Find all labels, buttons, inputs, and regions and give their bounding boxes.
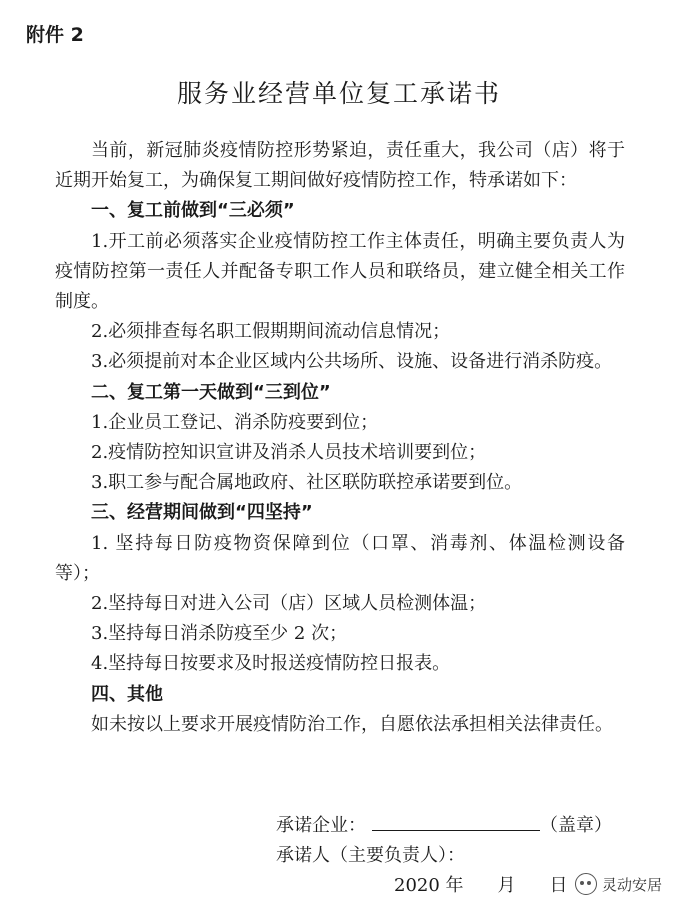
date-month: 月	[497, 875, 516, 896]
section-1-item-3: 3.必须提前对本企业区域内公共场所、设施、设备进行消杀防疫。	[91, 351, 613, 373]
signature-block	[276, 811, 616, 901]
section-1-item-2: 2.必须排查每名职工假期期间流动信息情况；	[91, 321, 451, 343]
section-2-item-3: 3.职工参与配合属地政府、社区联防联控承诺要到位。	[91, 472, 523, 494]
section-3-item-1: 1. 坚持每日防疫物资保障到位（口罩、消毒剂、体温检测设备等）；	[55, 532, 625, 584]
watermark	[571, 871, 666, 897]
date-day: 日	[549, 875, 568, 896]
section-2-item-2: 2.疫情防控知识宣讲及消杀人员技术培训要到位；	[91, 442, 487, 464]
company-signature-line	[372, 812, 540, 831]
company-signature-row	[276, 811, 616, 841]
section-3-item-2: 2.坚持每日对进入公司（店）区域人员检测体温；	[91, 593, 487, 615]
date-year: 2020 年	[394, 875, 464, 896]
seal-label: （盖章）	[540, 815, 612, 836]
document-body	[55, 136, 625, 740]
section-heading-4: 四、其他	[91, 683, 163, 705]
watermark-text: 灵动安居	[601, 875, 662, 894]
section-4-item-1: 如未按以上要求开展疫情防治工作，自愿依法承担相关法律责任。	[91, 713, 613, 735]
section-3-item-3: 3.坚持每日消杀防疫至少 2 次；	[91, 623, 348, 645]
section-heading-1: 一、复工前做到“三必须”	[91, 200, 295, 222]
section-2-item-1: 1.企业员工登记、消杀防疫要到位；	[91, 411, 379, 433]
person-label: 承诺人（主要负责人）：	[276, 845, 465, 866]
company-label: 承诺企业：	[276, 815, 366, 836]
section-1-item-1: 1.开工前必须落实企业疫情防控工作主体责任，明确主要负责人为疫情防控第一责任人并配备专职工作人员和联络员，建立健全相关工作制度。	[55, 230, 625, 313]
person-signature-row	[276, 841, 616, 871]
date-row	[276, 871, 616, 901]
section-heading-3: 三、经营期间做到“四坚持”	[91, 502, 313, 524]
attachment-label: 附件 2	[26, 24, 84, 46]
wechat-icon	[575, 873, 597, 895]
document-title: 服务业经营单位复工承诺书	[176, 79, 501, 108]
intro-paragraph: 当前，新冠肺炎疫情防控形势紧迫，责任重大，我公司（店）将于近期开始复工，为确保复工期间做好疫情防控工作，特承诺如下：	[55, 140, 625, 192]
section-3-item-4: 4.坚持每日按要求及时报送疫情防控日报表。	[91, 653, 451, 675]
section-heading-2: 二、复工第一天做到“三到位”	[91, 381, 331, 403]
